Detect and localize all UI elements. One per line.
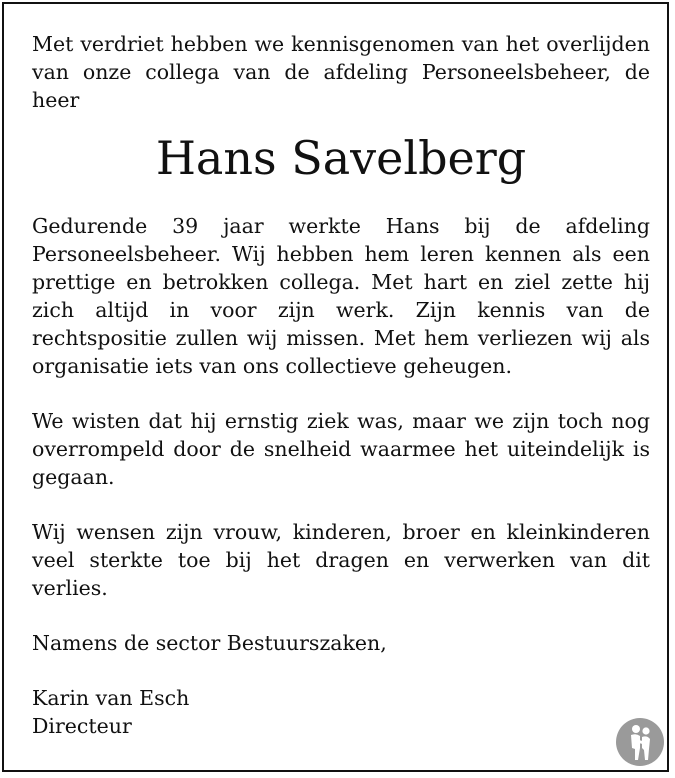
notice-frame [2,2,669,772]
notice-paragraph-3: Wij wensen zijn vrouw, kinderen, broer en kleinkinderen veel sterkte toe bij het dragen en verwerken van dit verlies. [32,520,650,600]
notice-content [32,30,650,740]
signatory-name: Karin van Esch [32,686,190,710]
mourning-figures-icon [616,718,664,766]
notice-paragraph-1: Gedurende 39 jaar werkte Hans bij de afdeling Personeelsbeheer. Wij hebben hem leren kennen als een prettige en betrokken collega. Met hart en ziel zette hij zich altijd in voor zijn werk. Zijn kennis van de rechtspositie zullen wij missen. Met hem verliezen wij als organisatie iets van ons collectieve geheugen. [32,214,650,378]
notice-closing: Namens de sector Bestuurszaken, [32,631,387,655]
notice-intro: Met verdriet hebben we kennisgenomen van het overlijden van onze collega van de afdeling Personeelsbeheer, de heer [32,32,650,112]
signatory-title: Directeur [32,714,132,738]
notice-paragraph-2: We wisten dat hij ernstig ziek was, maar we zijn toch nog overrompeld door de snelheid waarmee het uiteindelijk is gegaan. [32,409,650,489]
deceased-name: Hans Savelberg [155,131,527,185]
